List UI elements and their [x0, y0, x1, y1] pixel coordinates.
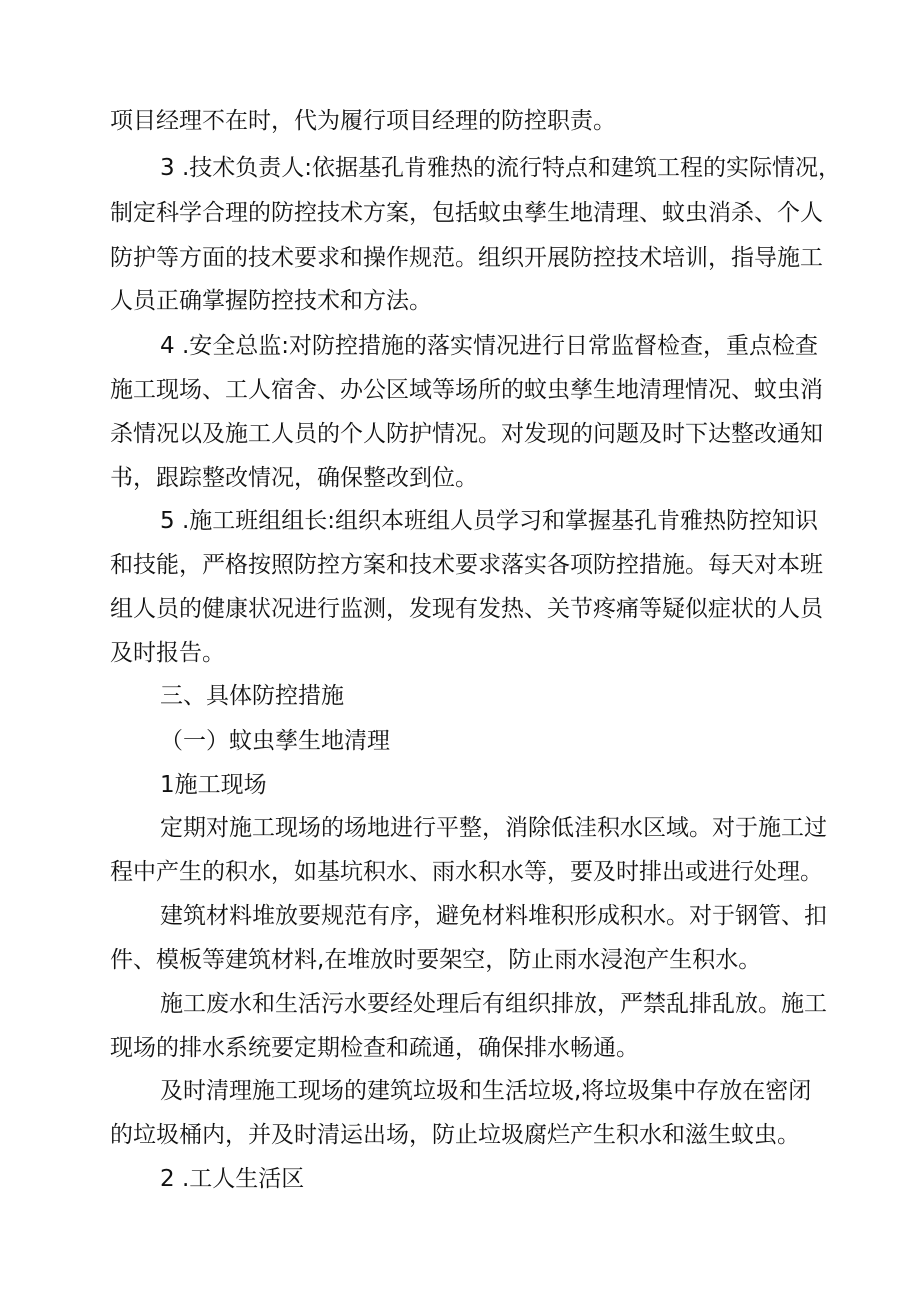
paragraph-line: 制定科学合理的防控技术方案，包括蚊虫孳生地清理、蚊虫消杀、个人 — [110, 200, 823, 226]
paragraph-line: 及时报告。 — [110, 640, 225, 666]
paragraph-line: 人员正确掌握防控技术和方法。 — [110, 288, 432, 314]
paragraph-line: 的垃圾桶内，并及时清运出场，防止垃圾腐烂产生积水和滋生蚊虫。 — [110, 1122, 800, 1148]
paragraph-line: 及时清理施工现场的建筑垃圾和生活垃圾,将垃圾集中存放在密闭 — [160, 1078, 812, 1104]
paragraph-line: 和技能，严格按照防控方案和技术要求落实各项防控措施。每天对本班 — [110, 552, 823, 578]
paragraph-line: 杀情况以及施工人员的个人防护情况。对发现的问题及时下达整改通知 — [110, 421, 823, 447]
paragraph-line: 定期对施工现场的场地进行平整，消除低洼积水区域。对于施工过 — [160, 815, 827, 841]
item-5-team-leader: 5 .施工班组组长:组织本班组人员学习和掌握基孔肯雅热防控知识 — [160, 508, 819, 534]
paragraph-line: 程中产生的积水，如基坑积水、雨水积水等，要及时排出或进行处理。 — [110, 859, 823, 885]
paragraph-line: 书，跟踪整改情况，确保整改到位。 — [110, 465, 478, 491]
item-4-safety-director: 4 .安全总监:对防控措施的落实情况进行日常监督检查，重点检查 — [160, 333, 819, 359]
subsection-heading: （一）蚊虫孳生地清理 — [160, 728, 390, 754]
paragraph-line: 施工废水和生活污水要经处理后有组织排放，严禁乱排乱放。施工 — [160, 991, 827, 1017]
paragraph-line: 现场的排水系统要定期检查和疏通，确保排水畅通。 — [110, 1035, 639, 1061]
sub-item-heading: 2 .工人生活区 — [160, 1166, 305, 1192]
paragraph-line: 施工现场、工人宿舍、办公区域等场所的蚊虫孳生地清理情况、蚊虫消 — [110, 377, 823, 403]
paragraph-line: 项目经理不在时，代为履行项目经理的防控职责。 — [110, 108, 616, 134]
paragraph-line: 建筑材料堆放要规范有序，避免材料堆积形成积水。对于钢管、扣 — [160, 903, 827, 929]
paragraph-line: 防护等方面的技术要求和操作规范。组织开展防控技术培训，指导施工 — [110, 245, 823, 271]
sub-item-heading: 1施工现场 — [160, 772, 267, 798]
paragraph-line: 组人员的健康状况进行监测，发现有发热、关节疼痛等疑似症状的人员 — [110, 596, 823, 622]
item-3-technical-lead: 3 .技术负责人:依据基孔肯雅热的流行特点和建筑工程的实际情况， — [160, 155, 842, 181]
paragraph-line: 件、模板等建筑材料,在堆放时要架空，防止雨水浸泡产生积水。 — [110, 947, 762, 973]
section-heading: 三、具体防控措施 — [160, 683, 344, 709]
